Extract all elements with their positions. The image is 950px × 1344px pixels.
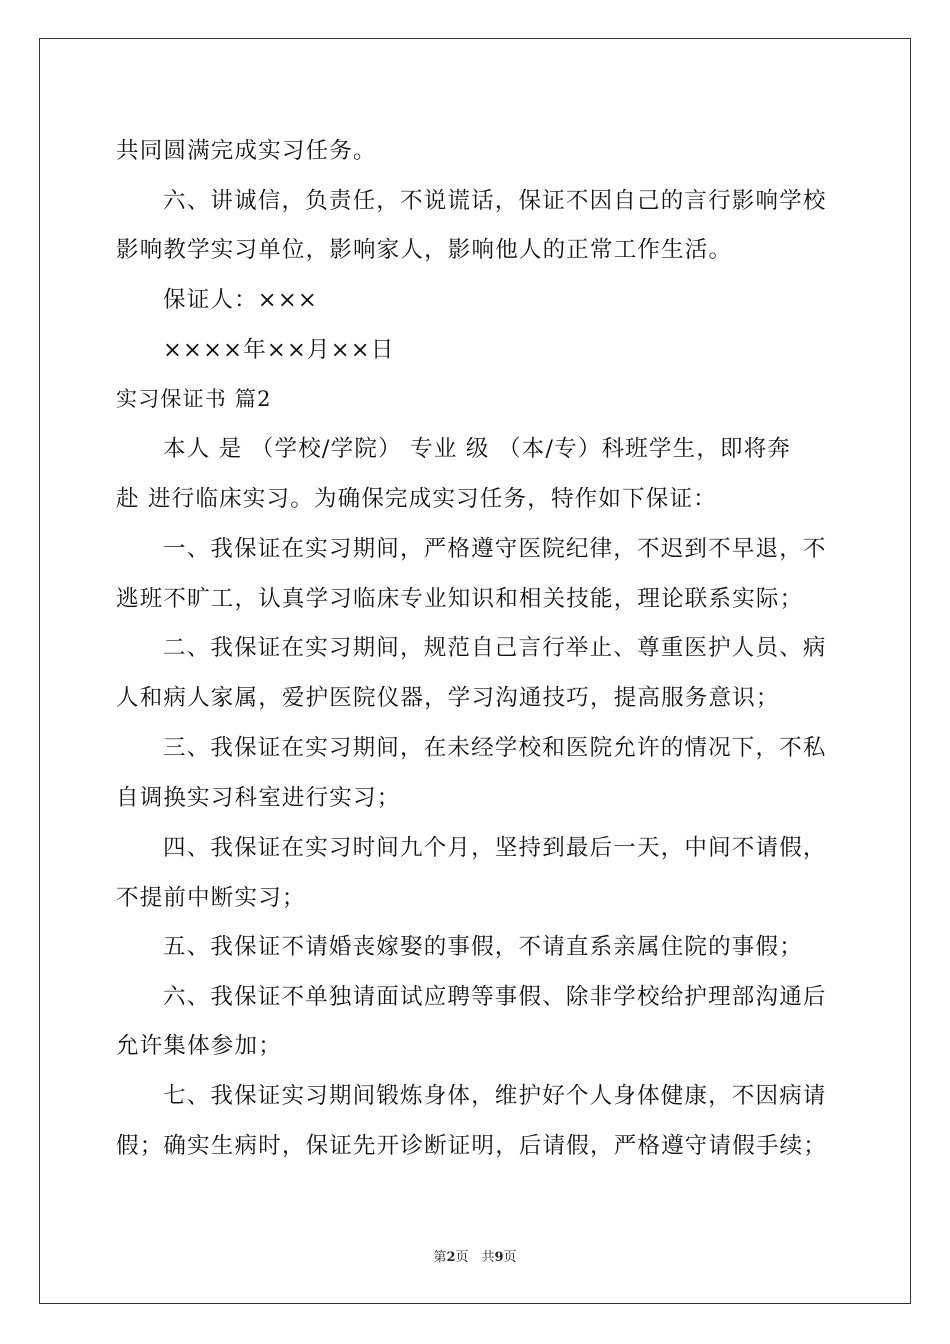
page-prefix: 第 — [433, 1250, 447, 1265]
section-heading: 实习保证书 篇2 — [116, 387, 272, 411]
text-line: 七、我保证实习期间锻炼身体，维护好个人身体健康，不因病请 — [163, 1083, 827, 1109]
text-line: 假；确实生病时，保证先开诊断证明，后请假，严格遵守请假手续； — [116, 1133, 828, 1159]
text-line: 共同圆满完成实习任务。 — [116, 138, 377, 164]
page-mid: 页 共 — [455, 1250, 495, 1265]
text-line: 一、我保证在实习期间，严格遵守医院纪律，不迟到不早退，不 — [163, 536, 827, 562]
text-line: 二、我保证在实习期间，规范自己言行举止、尊重医护人员、病 — [163, 635, 827, 661]
page-suffix: 页 — [503, 1250, 517, 1265]
text-line: 影响教学实习单位，影响家人，影响他人的正常工作生活。 — [116, 237, 733, 263]
text-line: 六、我保证不单独请面试应聘等事假、除非学校给护理部沟通后 — [163, 984, 827, 1010]
text-line: 逃班不旷工，认真学习临床专业知识和相关技能，理论联系实际； — [116, 586, 804, 612]
text-line: 四、我保证在实习时间九个月，坚持到最后一天，中间不请假， — [163, 835, 827, 861]
text-line: 人和病人家属，爱护医院仪器，学习沟通技巧，提高服务意识； — [116, 685, 780, 711]
page-current: 2 — [446, 1250, 456, 1265]
text-line: 三、我保证在实习期间，在未经学校和医院允许的情况下，不私 — [163, 735, 827, 761]
text-line: 自调换实习科室进行实习； — [116, 785, 401, 811]
text-line: 六、讲诚信，负责任，不说谎话，保证不因自己的言行影响学校 — [163, 188, 827, 214]
page-border — [39, 38, 911, 1304]
text-line: 赴 进行临床实习。为确保完成实习任务，特作如下保证： — [116, 486, 717, 512]
text-line: ××××年××月××日 — [163, 337, 395, 363]
text-line: 本人 是 （学校/学院） 专业 级 （本/专）科班学生，即将奔 — [163, 436, 792, 462]
page-total: 9 — [494, 1250, 504, 1265]
text-line: 不提前中断实习； — [116, 885, 306, 911]
text-line: 五、我保证不请婚丧嫁娶的事假，不请直系亲属住院的事假； — [163, 934, 803, 960]
text-line: 允许集体参加； — [116, 1033, 282, 1059]
page-number-footer — [0, 1246, 950, 1265]
text-line: 保证人：××× — [163, 287, 318, 313]
